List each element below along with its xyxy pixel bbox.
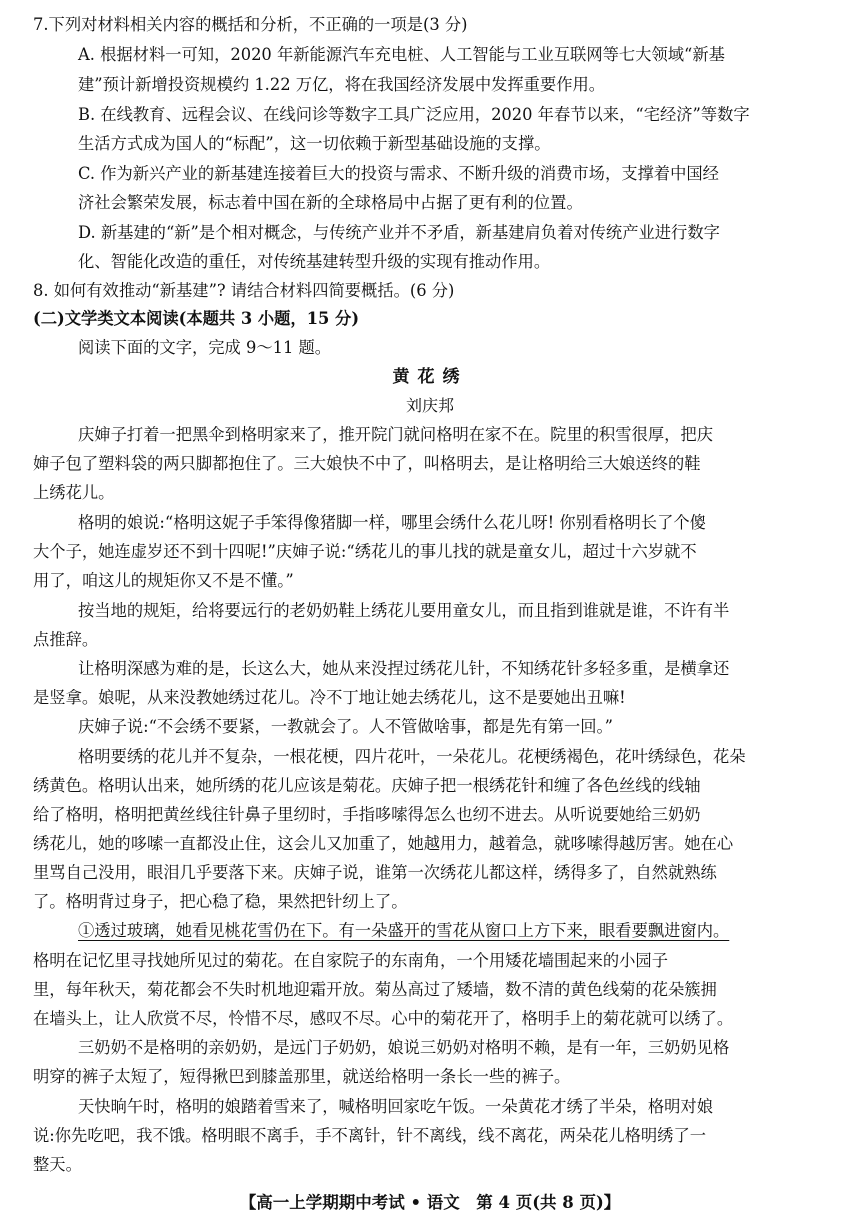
story-line: 了。格明背过身子，把心稳了稳，果然把针纫上了。 (33, 892, 408, 911)
q7-option-c: C. 作为新兴产业的新基建连接着巨大的投资与需求、不断升级的消费市场，支撑着中国经 (78, 164, 719, 183)
story-line: 点推辞。 (33, 630, 99, 649)
story-line: 是竖拿。娘呢，从来没教她绣过花儿。冷不丁地让她去绣花儿，这不是要她出丑嘛! (33, 688, 626, 707)
story-line: 给了格明，格明把黄丝线往针鼻子里纫时，手指哆嗦得怎么也纫不进去。从听说要她给三奶奶 (33, 805, 701, 824)
story-line: 让格明深感为难的是，长这么大，她从来没捏过绣花儿针，不知绣花针多轻多重，是横拿还 (78, 659, 730, 678)
q8-stem: 8. 如何有效推动“新基建”? 请结合材料四简要概括。(6 分) (33, 281, 455, 300)
q7-stem: 7.下列对材料相关内容的概括和分析，不正确的一项是(3 分) (33, 15, 468, 34)
q7-option-c-cont: 济社会繁荣发展，标志着中国在新的全球格局中占据了更有利的位置。 (78, 193, 583, 212)
q7-option-a-cont: 建”预计新增投资规模约 1.22 万亿，将在我国经济发展中发挥重要作用。 (78, 75, 606, 94)
q7-option-d-cont: 化、智能化改造的重任，对传统基建转型升级的实现有推动作用。 (78, 252, 551, 271)
section-instruction: 阅读下面的文字，完成 9～11 题。 (78, 338, 332, 357)
story-line: 庆婶子打着一把黑伞到格明家来了，推开院门就问格明在家不在。院里的积雪很厚，把庆 (78, 425, 713, 444)
story-title: 黄花绣 (392, 367, 468, 387)
q7-option-d: D. 新基建的“新”是个相对概念，与传统产业并不矛盾，新基建肩负着对传统产业进行数字 (78, 223, 720, 242)
story-line: 里骂自己没用，眼泪几乎要落下来。庆婶子说，谁第一次绣花儿都这样，绣得多了，自然就熟练 (33, 863, 717, 882)
story-line: 绣黄色。格明认出来，她所绣的花儿应该是菊花。庆婶子把一根绣花针和缠了各色丝线的线轴 (33, 776, 701, 795)
story-line: 婶子包了塑料袋的两只脚都抱住了。三大娘快不中了，叫格明去，是让格明给三大娘送终的鞋 (33, 454, 701, 473)
story-line: 用了，咱这儿的规矩你又不是不懂。” (33, 571, 294, 590)
story-line: 绣花儿，她的哆嗦一直都没止住，这会儿又加重了，她越用力，越着急，就哆嗦得越厉害。她在心 (33, 834, 734, 853)
story-line: 三奶奶不是格明的亲奶奶，是远门子奶奶，娘说三奶奶对格明不赖，是有一年，三奶奶见格 (78, 1038, 730, 1057)
story-line: 在墙头上，让人欣赏不尽，怜惜不尽，感叹不尽。心中的菊花开了，格明手上的菊花就可以绣了。 (33, 1009, 734, 1028)
story-line: 说:你先吃吧，我不饿。格明眼不离手，手不离针，针不离线，线不离花，两朵花儿格明绣了一 (33, 1126, 707, 1145)
q7-option-b: B. 在线教育、远程会议、在线问诊等数字工具广泛应用，2020 年春节以来，“宅经济”等数字 (78, 105, 750, 124)
section-heading: (二)文学类文本阅读(本题共 3 小题，15 分) (33, 309, 360, 328)
story-line: 天快晌午时，格明的娘踏着雪来了，喊格明回家吃午饭。一朵黄花才绣了半朵，格明对娘 (78, 1097, 713, 1116)
story-line: 格明要绣的花儿并不复杂，一根花梗，四片花叶，一朵花儿。花梗绣褐色，花叶绣绿色，花朵 (78, 747, 746, 766)
story-line: 按当地的规矩，给将要远行的老奶奶鞋上绣花儿要用童女儿，而且指到谁就是谁，不许有半 (78, 601, 730, 620)
story-line: 大个子，她连虚岁还不到十四呢!”庆婶子说:“绣花儿的事儿找的就是童女儿，超过十六岁就不 (33, 542, 697, 561)
q7-option-b-cont: 生活方式成为国人的“标配”，这一切依赖于新型基础设施的支撑。 (78, 134, 551, 153)
story-line: 庆婶子说:“不会绣不要紧，一教就会了。人不管做啥事，都是先有第一回。” (78, 717, 613, 736)
story-line: 明穿的裤子太短了，短得揪巴到膝盖那里，就送给格明一条长一些的裤子。 (33, 1067, 571, 1086)
story-line: 格明在记忆里寻找她所见过的菊花。在自家院子的东南角，一个用矮花墙围起来的小园子 (33, 951, 668, 970)
story-line: 里，每年秋天，菊花都会不失时机地迎霜开放。菊丛高过了矮墙，数不清的黄色线菊的花朵簇拥 (33, 980, 717, 999)
q7-option-a: A. 根据材料一可知，2020 年新能源汽车充电桩、人工智能与工业互联网等七大领域“新基 (78, 45, 725, 64)
page-footer: 【高一上学期期中考试 • 语文 第 4 页(共 8 页)】 (239, 1193, 621, 1212)
story-line: 上绣花儿。 (33, 483, 115, 502)
story-author: 刘庆邦 (405, 396, 454, 415)
story-line: 整天。 (33, 1155, 82, 1174)
story-line: 格明的娘说:“格明这妮子手笨得像猪脚一样，哪里会绣什么花儿呀! 你别看格明长了个傻 (78, 513, 706, 532)
underlined-sentence-1: ①透过玻璃，她看见桃花雪仍在下。有一朵盛开的雪花从窗口上方下来，眼看要飘进窗内。 (78, 921, 730, 940)
